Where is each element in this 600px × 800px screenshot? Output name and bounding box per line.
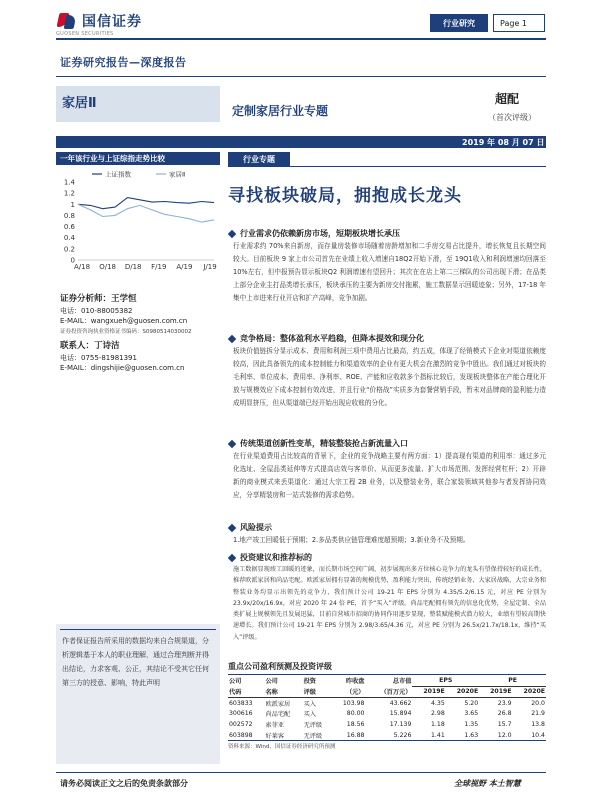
section-body: 1.地产竣工回暖低于预期；2.多品类供应链管理难度超预期；3.新业务不及预期。 <box>233 536 470 544</box>
brand-logo <box>56 10 176 32</box>
th-mktcap: 总市值 <box>366 675 413 687</box>
section-body: 行业需求约 70%来自新房，而存量房装修市场随着房龄增加和二手房交易占比提升，增长恢复且长期空间较大。目前板块 9 家上市公司首先在业绩上收入增速自18Q2开始下滑，至 19Q1收入和利润增速均回落至 10%左右，但中报预告显示板块Q2 利润增速有望回升；其次在在店上第二三梯队的公司出现下滑；在品类上部分企业主打品类增长承压，板块承压的主要为新房交付拖累，施工数据显示回暖迹象；另外，17-18 年集中上市进来行业开店和扩产高峰，竞争加剧。 <box>233 242 546 302</box>
analyst1-email: E-MAIL：wangxueh@guosen.com.cn <box>60 317 188 325</box>
rating: 超配 <box>495 92 520 106</box>
section-title: 竞争格局：整体盈利水平趋稳，但降本提效和现分化 <box>228 333 424 344</box>
disclaimer-notice: 请务必阅读正文之后的免责条款部分 <box>60 779 188 788</box>
analyst1-tel: 电话：010-88005382 <box>60 307 133 315</box>
brand-sub: GUOSEN SECURITIES <box>56 31 114 37</box>
notice-divider <box>60 629 216 630</box>
section-title: 行业需求仍依赖新房市场，短期板块增长承压 <box>228 228 400 239</box>
report-date: 2019 年 08 月 07 日 <box>462 138 545 147</box>
diamond-bullet-icon <box>228 230 236 238</box>
y-tick-label: 0.6 <box>63 223 75 232</box>
th-rating: 投资 <box>303 675 332 687</box>
diamond-bullet-icon <box>228 524 236 532</box>
diamond-bullet-icon <box>228 335 236 343</box>
analyst1-label: 证券分析师：王学恒 <box>60 294 137 304</box>
analyst2-tel: 电话：0755-81981391 <box>60 354 137 362</box>
th-price: 昨收盘 <box>332 675 366 687</box>
section-body: 在行业渠道费用占比较高的背景下，企业的竞争战略主要有两方面：1）提高现有渠道的利用率：通过多元化选址、全屋品类延伸等方式提高店效与客单价、从而更多流量、扩大市场范围、发挥经营杠杆；2）开辟新的商业模式来丢渠道化：通过大宗工程 2B 业务，以及整装业务，联合家装领域其他参与者发挥协同效应，分享精装房和一站式装修的需求趋势。 <box>233 452 546 499</box>
analyst2-email: E-MAIL：dingshijie@guosen.com.cn <box>60 364 185 372</box>
table-row: 603833 欧派家居 买入 103.98 43.662 4.35 5.20 23.9 20.0 <box>229 699 545 708</box>
th-eps: EPS <box>412 675 479 687</box>
series-line-1 <box>78 204 214 222</box>
guosen-logo-icon <box>56 12 78 30</box>
x-tick-label: A/19 <box>176 263 193 271</box>
th-pe-2019: 2019E <box>479 686 512 698</box>
analyst1-cert: 证券投资咨询执业资格证书编码：S0980514030002 <box>60 329 192 335</box>
brand-name: 国信证券 <box>82 14 142 30</box>
forecast-table <box>228 674 546 741</box>
report-tag: 行业研究 <box>430 14 488 32</box>
th-price2: （元） <box>332 686 366 698</box>
th-pe-2020: 2020E <box>513 686 546 698</box>
section-title: 风险提示 <box>228 522 272 533</box>
analyst2-label: 联系人：丁诗洁 <box>60 341 120 351</box>
section-title: 投资建议和推荐标的 <box>228 552 312 563</box>
chart-heading: 一年该行业与上证综指走势比较 <box>56 152 220 165</box>
main-tag: 行业专题 <box>228 152 290 166</box>
table-row: 300616 尚品宅配 买入 80.00 15.894 2.98 3.65 26.8 21.9 <box>229 710 545 719</box>
footer-divider <box>56 772 546 773</box>
table-row: 603898 好莱客 无评级 16.88 5.226 1.41 1.63 12.0 10.4 <box>229 731 545 740</box>
top-divider <box>56 38 546 40</box>
main-divider <box>228 166 546 167</box>
y-tick-label: 1.2 <box>63 189 75 198</box>
x-tick-label: O/18 <box>99 263 116 271</box>
th-eps-2020: 2020E <box>446 686 479 698</box>
y-tick-label: 1 <box>70 200 75 209</box>
table-title: 重点公司盈利预测及投资评级 <box>228 662 332 671</box>
headline: 寻找板块破局，拥抱成长龙头 <box>228 186 462 206</box>
th-pe: PE <box>479 675 546 687</box>
th-code: 公司 <box>228 675 264 687</box>
x-tick-label: J/19 <box>203 263 217 271</box>
th-code2: 代码 <box>228 686 264 698</box>
trend-chart <box>56 168 220 276</box>
topic-title: 定制家居行业专题 <box>232 104 329 118</box>
x-tick-label: F/19 <box>151 263 167 271</box>
y-tick-label: 0.4 <box>63 234 75 243</box>
x-tick-label: D/18 <box>124 263 142 271</box>
table-source: 资料来源：Wind、国信证券经济研究所预测 <box>228 744 336 750</box>
th-name: 公司 <box>264 675 302 687</box>
y-tick-label: 0 <box>70 256 75 265</box>
diamond-bullet-icon <box>228 440 236 448</box>
x-tick-label: A/18 <box>73 263 91 271</box>
series-line-0 <box>78 198 214 209</box>
legend-label: 家居Ⅱ <box>169 170 186 179</box>
legend-label: 上证指数 <box>105 170 131 179</box>
th-rating2: 评级 <box>303 686 332 698</box>
y-tick-label: 0.8 <box>63 211 75 220</box>
y-tick-label: 1.4 <box>63 178 75 187</box>
diamond-bullet-icon <box>228 554 236 562</box>
report-type: 证券研究报告—深度报告 <box>60 56 187 69</box>
mid-divider <box>56 76 546 77</box>
th-name2: 名称 <box>264 686 302 698</box>
page-number: Page 1 <box>493 14 545 32</box>
section-title: 传统渠道创新性变革，精装整装抢占新流量入口 <box>228 438 408 449</box>
section-body: 施工数据显现竣工回暖的迹象，而长期市场空间广阔，初步展现出多方位核心竞争力的龙头有望保持较好的成长性，推荐欧派家居和尚品宅配。欧派家居拥有显著的规模优势，盈利能力突出，传统经销业务、大家居战略、大宗业务和整装业务均显示出领先的竞争力，我们预计公司 19-21 年 EPS 分别为 4.35/5.2/6.15 元，对应 PE 分别为 23.9x/20x/16.9x，对应 2020 年 24 倍 PE，首予“买入”评级。尚品宅配拥有领先的信息化优势，全屋定制、全品类扩展上规模领先且发展迅猛，目前自营城市招商的协同作用逐步显现，整装赋能模式潜力较大，业绩有望较高期快速增长。我们预计公司 19-21 年 EPS 分别为 2.98/3.65/4.36 元，对应 PE 分别为 26.5x/21.7x/18.1x，维持“买入”评级。 <box>233 566 546 641</box>
th-eps-2019: 2019E <box>412 686 445 698</box>
th-mktcap2: （百万元） <box>366 686 413 698</box>
rating-sub: （首次评级） <box>488 113 536 122</box>
table-row: 002572 索菲亚 无评级 18.56 17.139 1.18 1.35 15.7 13.8 <box>229 720 545 729</box>
independence-notice: 作者保证报告所采用的数据均来自合规渠道，分析逻辑基于本人的职业理解，通过合理判断并得出结论，力求客观、公正，其结论不受其它任何第三方的授意、影响，特此声明 <box>62 637 209 687</box>
section-body: 板块价值链拆分显示成本、费用和利润三项中费用占比最高，约五成，体现了经销模式下企业对渠道依赖度较高，因此具备领先的成本控制能力和渠道效率的企业有更大机会在激烈的竞争中胜出。我们通过对板块的毛利率、单位成本、费用率、净利率、ROE、产能和应收款多个指标比较后，发现板块整体在产能合理化开放与规模效应下成本控制有效改进，并且行业“价格战”实质多为套餐营销手段，暂未对品牌商的盈利能力造成明显挤压，但从渠道端已经开始出现应收账的分化。 <box>233 347 546 407</box>
sector-name: 家居Ⅱ <box>62 96 97 111</box>
y-tick-label: 0.2 <box>63 245 75 254</box>
footer-slogan: 全球视野 本土智慧 <box>454 779 521 788</box>
